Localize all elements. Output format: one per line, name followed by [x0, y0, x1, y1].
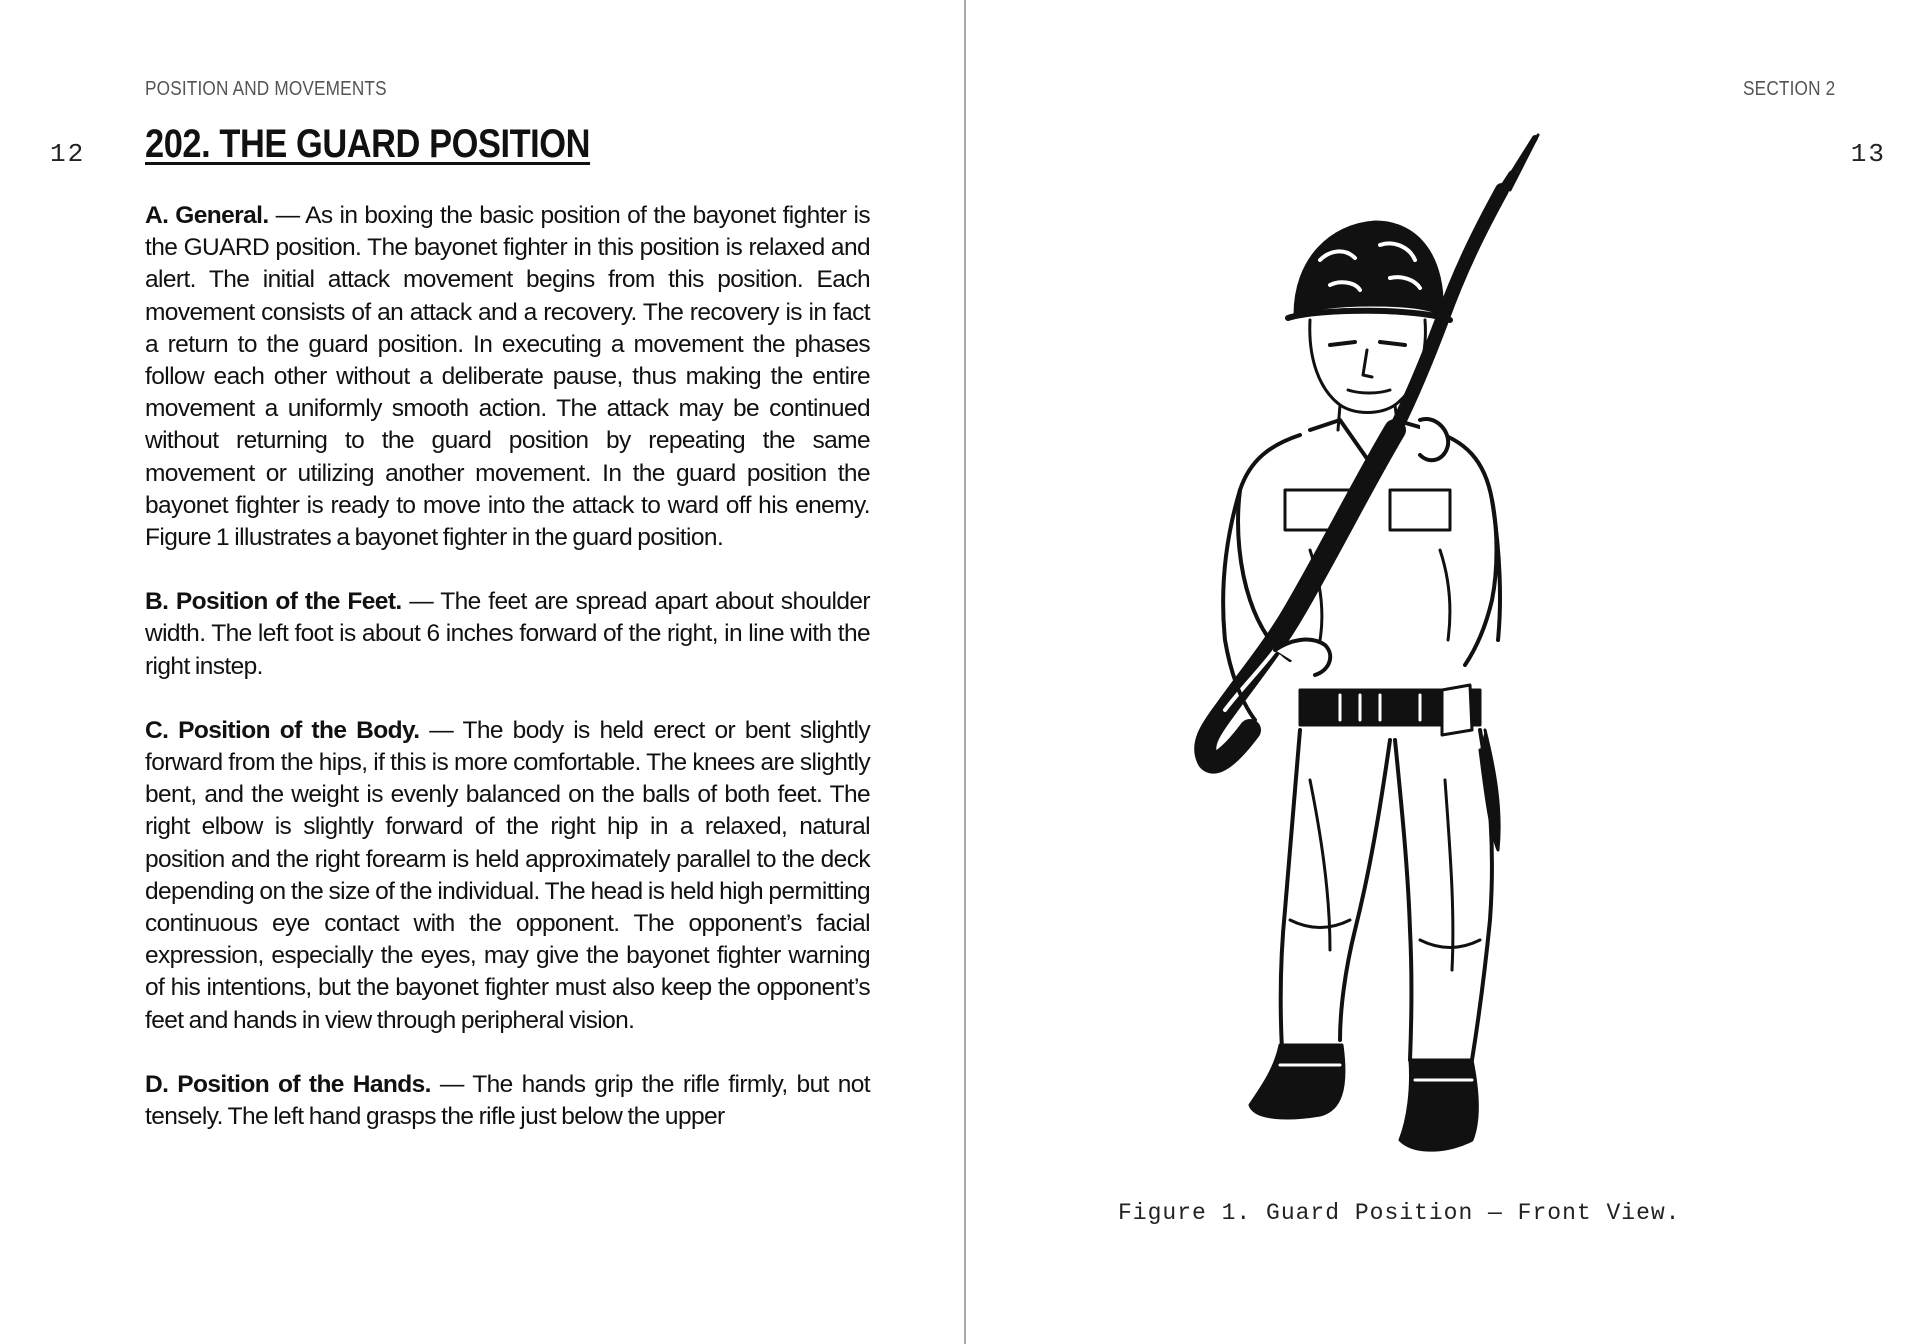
paragraph-body: [145, 715, 870, 1037]
running-head-right: SECTION 2: [1742, 78, 1835, 100]
paragraph-heading: A. General.: [145, 202, 269, 229]
paragraph-feet: [145, 586, 870, 683]
paragraph-heading: D. Position of the Hands.: [145, 1070, 431, 1098]
paragraph-hands: [145, 1069, 870, 1133]
paragraph-text: — The feet are spread apart about shoulder width. The left foot is about 6 inches forward of the right, in line with the right instep.: [145, 588, 870, 680]
paragraph-text: — As in boxing the basic position of the bayonet fighter is the GUARD position. The bayonet fighter in this position is relaxed and alert. The initial attack movement begins from this position. Each movement consists of an attack and a recovery. The recovery is in fact a return to the guard position. In executing a movement the phases follow each other without a deliberate pause, thus making the entire movement a uniformly smooth action. The attack may be continued without returning to the guard position by repeating the same movement or utilizing another movement. In the guard position the bayonet fighter is ready to move into the attack to ward off his enemy. Figure 1 illustrates a bayonet fighter in the guard position.: [145, 202, 870, 552]
paragraph-text: — The hands grip the rifle firmly, but not tensely. The left hand grasps the rifle just below the upper: [145, 1070, 871, 1131]
page-number-left: 12: [50, 139, 86, 169]
page-number-right: 13: [1850, 139, 1886, 169]
figure-caption: Figure 1. Guard Position — Front View.: [1118, 1200, 1681, 1226]
soldier-guard-position-illustration: [1180, 130, 1580, 1160]
paragraph-heading: B. Position of the Feet.: [145, 588, 402, 616]
paragraph-heading: C. Position of the Body.: [145, 716, 420, 744]
paragraph-general: [145, 200, 870, 554]
running-head-left: POSITION AND MOVEMENTS: [145, 78, 387, 100]
section-title: 202. THE GUARD POSITION: [145, 122, 591, 166]
body-text: [145, 200, 870, 1165]
paragraph-text: — The body is held erect or bent slightly forward from the hips, if this is more comfortable. The knees are slightly bent, and the weight is evenly balanced on the balls of both feet. The right elbow is slightly forward of the right hip in a relaxed, natural position and the right forearm is held approximately parallel to the deck depending on the size of the individual. The head is held high permitting continuous eye contact with the opponent. The opponent’s facial expression, especially the eyes, may give the bayonet fighter warning of his intentions, but the bayonet fighter must also keep the opponent’s feet and hands in view through peripheral vision.: [145, 716, 870, 1034]
